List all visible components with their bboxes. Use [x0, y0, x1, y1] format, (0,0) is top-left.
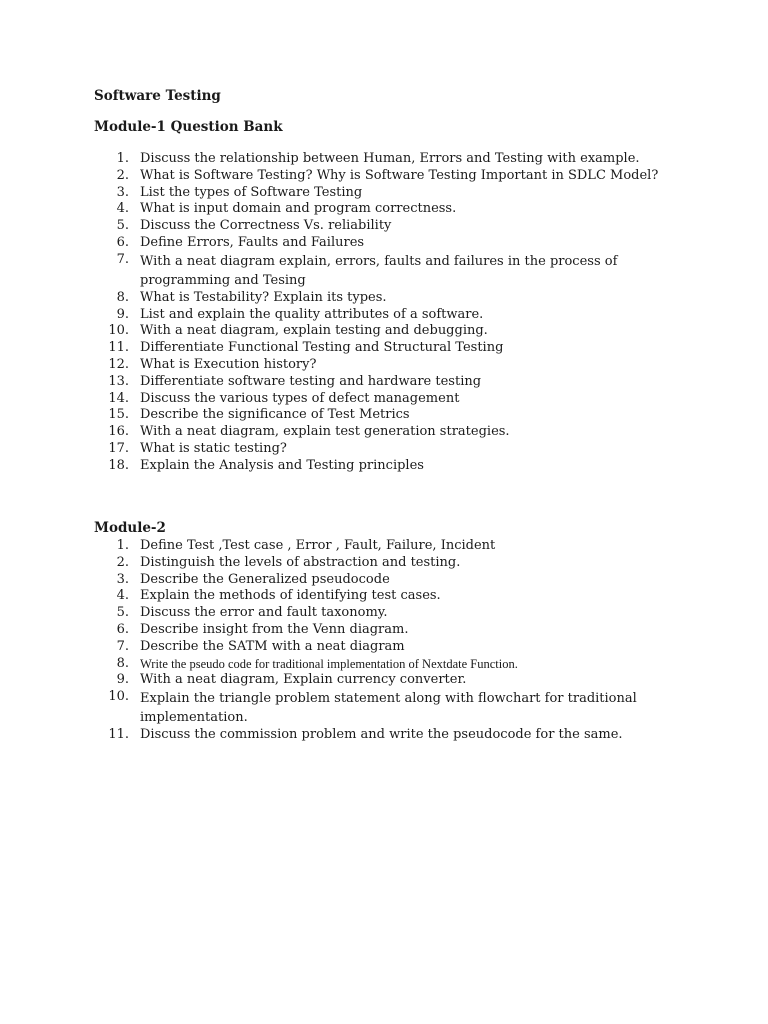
question-item — [0, 441, 768, 458]
question-number: 7. — [116, 638, 129, 654]
question-number: 2. — [116, 167, 129, 183]
question-number: 16. — [108, 424, 129, 440]
question-text: Describe the SATM with a neat diagram — [140, 638, 405, 654]
question-number: 7. — [116, 251, 129, 267]
question-text: Discuss the Correctness Vs. reliability — [140, 218, 392, 234]
module-1-question-list — [0, 151, 768, 475]
question-item — [0, 622, 768, 639]
question-number: 18. — [108, 457, 129, 473]
question-text: What is static testing? — [140, 440, 287, 456]
question-number: 6. — [116, 621, 129, 637]
question-text: With a neat diagram, explain testing and debugging. — [140, 323, 488, 339]
question-number: 8. — [116, 289, 129, 305]
question-number: 2. — [116, 554, 129, 570]
question-item — [0, 538, 768, 555]
question-item — [0, 727, 768, 744]
question-item — [0, 340, 768, 357]
question-text: Describe insight from the Venn diagram. — [140, 621, 409, 637]
question-item — [0, 235, 768, 252]
question-item — [0, 639, 768, 656]
question-text: Distinguish the levels of abstraction and testing. — [140, 554, 461, 570]
question-text: List and explain the quality attributes of a software. — [140, 306, 484, 322]
question-text: Define Test ,Test case , Error , Fault, Failure, Incident — [140, 538, 496, 553]
question-item — [0, 168, 768, 185]
question-number: 17. — [108, 440, 129, 456]
question-item — [0, 374, 768, 391]
question-text: Write the pseudo code for traditional implementation of Nextdate Function. — [140, 656, 518, 671]
question-item — [0, 588, 768, 605]
question-item — [0, 656, 768, 673]
question-text: Discuss the relationship between Human, Errors and Testing with example. — [140, 151, 640, 166]
question-number: 8. — [116, 655, 129, 671]
question-number: 3. — [116, 184, 129, 200]
question-text: Describe the significance of Test Metrics — [140, 407, 410, 423]
question-number: 11. — [108, 340, 129, 356]
question-text: With a neat diagram, explain test generation strategies. — [140, 424, 510, 440]
question-item — [0, 201, 768, 218]
question-number: 9. — [116, 306, 129, 322]
question-text: Discuss the various types of defect management — [140, 390, 460, 406]
question-text: Differentiate software testing and hardware testing — [140, 373, 482, 389]
question-number: 15. — [108, 407, 129, 423]
question-text: Define Errors, Faults and Failures — [140, 234, 365, 250]
question-text: What is Testability? Explain its types. — [140, 289, 387, 305]
question-text: With a neat diagram, Explain currency converter. — [140, 672, 467, 688]
question-item — [0, 323, 768, 340]
question-number: 11. — [108, 727, 129, 743]
question-text: Explain the methods of identifying test cases. — [140, 588, 441, 604]
question-number: 4. — [116, 588, 129, 604]
question-item — [0, 605, 768, 622]
question-text: Describe the Generalized pseudocode — [140, 571, 390, 587]
question-number: 4. — [116, 201, 129, 217]
question-item — [0, 218, 768, 235]
question-item — [0, 290, 768, 307]
question-number: 6. — [116, 234, 129, 250]
module-1-heading: Module-1 Question Bank — [94, 119, 283, 135]
question-text: What is Software Testing? Why is Software Testing Important in SDLC Model? — [140, 167, 659, 183]
module-2-heading: Module-2 — [94, 520, 166, 536]
question-item — [0, 672, 768, 689]
question-number: 1. — [116, 538, 129, 553]
question-number: 9. — [116, 672, 129, 688]
question-item — [0, 185, 768, 202]
question-text: What is Execution history? — [140, 356, 317, 372]
question-number: 10. — [108, 689, 129, 705]
question-text: What is input domain and program correctness. — [140, 201, 457, 217]
question-number: 5. — [116, 605, 129, 621]
question-text: Explain the triangle problem statement along with flowchart for traditional implementation. — [140, 691, 637, 726]
question-text: With a neat diagram explain, errors, faults and failures in the process of programming and Tesing — [140, 253, 618, 288]
question-item — [0, 572, 768, 589]
question-item — [0, 252, 768, 290]
question-text: List the types of Software Testing — [140, 184, 363, 200]
question-text: Explain the Analysis and Testing principles — [140, 457, 424, 473]
question-number: 1. — [116, 151, 129, 166]
question-number: 14. — [108, 390, 129, 406]
question-item — [0, 307, 768, 324]
document-title: Software Testing — [94, 88, 221, 104]
question-number: 12. — [108, 356, 129, 372]
question-item — [0, 407, 768, 424]
question-item — [0, 424, 768, 441]
question-text: Discuss the commission problem and write the pseudocode for the same. — [140, 727, 623, 743]
question-text: Differentiate Functional Testing and Structural Testing — [140, 340, 504, 356]
question-number: 10. — [108, 323, 129, 339]
question-item — [0, 391, 768, 408]
question-number: 5. — [116, 218, 129, 234]
question-item — [0, 458, 768, 475]
question-item — [0, 555, 768, 572]
question-item — [0, 357, 768, 374]
question-item — [0, 689, 768, 727]
question-number: 13. — [108, 373, 129, 389]
question-number: 3. — [116, 571, 129, 587]
module-2-question-list — [0, 538, 768, 744]
question-text: Discuss the error and fault taxonomy. — [140, 605, 388, 621]
question-item — [0, 151, 768, 168]
